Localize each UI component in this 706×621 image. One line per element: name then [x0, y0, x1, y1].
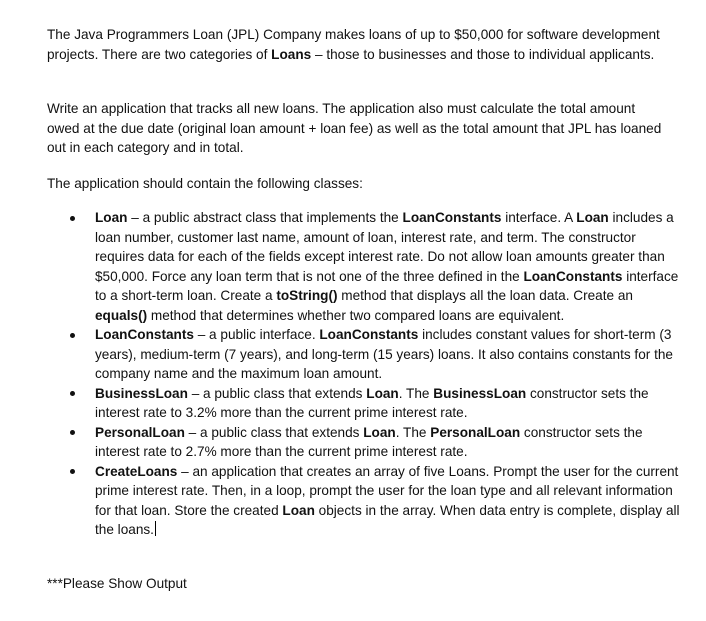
- classes-heading: The application should contain the following classes:: [47, 176, 363, 191]
- text-cursor: [155, 521, 157, 536]
- list-item-business-loan: BusinessLoan – a public class that extends Loan. The BusinessLoan constructor sets the interest rate to 3.2% more than the current prime interest rate.: [47, 384, 687, 423]
- footer-note: ***Please Show Output: [47, 576, 187, 591]
- intro-text: The Java Programmers Loan (JPL) Company makes loans of up to $50,000 for software development projects. There are two categories of: [47, 27, 660, 62]
- bullet-icon: [70, 430, 75, 435]
- bullet-icon: [70, 333, 75, 338]
- list-item-loan-constants: LoanConstants – a public interface. LoanConstants includes constant values for short-term (3 years), medium-term (7 years), and long-term (15 years) loans. It also contains constants for the company name and the maximum loan amount.: [47, 325, 687, 384]
- class-list: [47, 208, 687, 540]
- bullet-icon: [70, 216, 75, 221]
- intro-paragraph: [47, 25, 667, 64]
- list-item-loan: Loan – a public abstract class that implements the LoanConstants interface. A Loan includes a loan number, customer last name, amount of loan, interest rate, and term. The constructor requires data for each of the fields except interest rate. Do not allow loan amounts greater than $50,000. Force any loan term that is not one of the three defined in the LoanConstants interface to a short-term loan. Create a toString() method that displays all the loan data. Create an equals() method that determines whether two compared loans are equivalent.: [47, 208, 687, 325]
- list-item-personal-loan: PersonalLoan – a public class that extends Loan. The PersonalLoan constructor sets the interest rate to 2.7% more than the current prime interest rate.: [47, 423, 687, 462]
- bullet-icon: [70, 469, 75, 474]
- intro-text-end: – those to businesses and those to individual applicants.: [311, 46, 655, 62]
- requirements-paragraph: Write an application that tracks all new loans. The application also must calculate the total amount owed at the due date (original loan amount + loan fee) as well as the total amount that JPL has loaned out in each category and in total.: [47, 101, 662, 155]
- loans-term: Loans: [271, 46, 312, 62]
- list-item-create-loans: CreateLoans – an application that creates an array of five Loans. Prompt the user for the current prime interest rate. Then, in a loop, prompt the user for the loan type and all relevant information for that loan. Store the created Loan objects in the array. When data entry is complete, display all the loans.: [47, 462, 687, 540]
- bullet-icon: [70, 391, 75, 396]
